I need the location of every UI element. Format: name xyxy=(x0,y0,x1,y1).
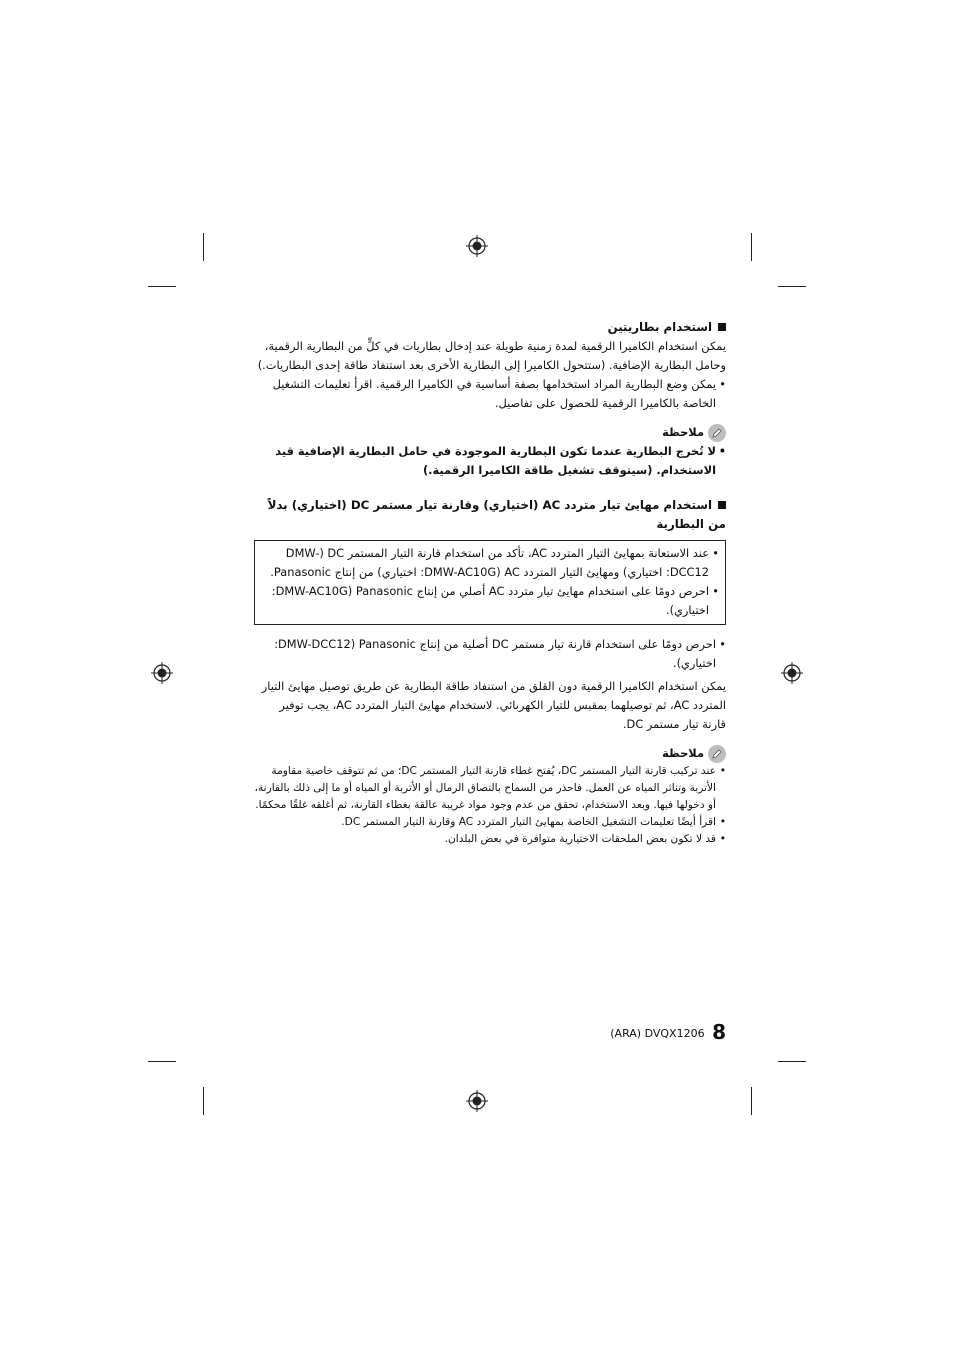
note-bullet: • لا تُخرج البطارية عندما تكون البطارية الموجودة في حامل البطارية الإضافية قيد الاستخدام. (سيتوقف تشغيل طاقة الكاميرا الرقمية.) xyxy=(254,442,726,480)
crop-mark xyxy=(778,1061,806,1062)
crop-mark xyxy=(751,233,752,261)
pencil-icon xyxy=(708,745,726,763)
bullet-item: • احرص دومًا على استخدام قارنة تيار مستمر DC أصلية من إنتاج Panasonic (DMW-DCC12: اختياري). xyxy=(254,635,726,673)
bullet-item: • يمكن وضع البطارية المراد استخدامها بصفة أساسية في الكاميرا الرقمية. اقرأ تعليمات التشغيل الخاصة بالكاميرا الرقمية للحصول على تفاصيل. xyxy=(254,375,726,413)
registration-mark-icon xyxy=(466,235,488,257)
crop-mark xyxy=(148,286,176,287)
crop-mark xyxy=(203,233,204,261)
registration-mark-icon xyxy=(151,662,173,684)
section-paragraph: يمكن استخدام الكاميرا الرقمية لمدة زمنية طويلة عند إدخال بطاريات في كلٍّ من البطارية الرقمية، وحامل البطارية الإضافية. (ستتحول الكاميرا إلى البطارية الأخرى بعد استنفاد طاقة إحدى البطاريات.) xyxy=(257,339,726,372)
note-bullet: • عند تركيب قارنة التيار المستمر DC، يُفتح غطاء قارنة التيار المستمر DC؛ من ثم تتوقف خاصية مقاومة الأتربة وتناثر المياه عن العمل. فاحذر من السماح بالتصاق الرمال أو الأتربة أو المياه أو ما إلى ذلك بالقارنة، أو دخولها فيها. وبعد الاستخدام، تحقق من عدم وجود مواد غريبة عالقة بغطاء القارنة، ثم أغلقه غلقًا محكمًا. xyxy=(254,763,726,814)
crop-mark xyxy=(778,286,806,287)
registration-mark-icon xyxy=(781,662,803,684)
note-list xyxy=(254,763,726,848)
box-bullet: • عند الاستعانة بمهايئ التيار المتردد AC، تأكد من استخدام قارنة التيار المستمر DC (DMW-DCC12: اختياري) ومهايئ التيار المتردد AC (DMW-AC10G: اختياري) من إنتاج Panasonic. xyxy=(261,544,719,582)
document-code: (ARA) DVQX1206 xyxy=(610,1027,705,1040)
note-heading: ملاحظة xyxy=(254,423,726,442)
note-heading: ملاحظة xyxy=(254,744,726,763)
page-footer xyxy=(600,1020,726,1044)
box-bullet: • احرص دومًا على استخدام مهايئ تيار متردد AC أصلي من إنتاج Panasonic (DMW-AC10G: اختياري). xyxy=(261,582,719,620)
important-box xyxy=(254,540,726,625)
section-heading: استخدام مهايئ تيار متردد AC (اختياري) وقارنة تيار مستمر DC (اختياري) بدلاً من البطارية xyxy=(267,498,726,531)
note-bullet: • اقرأ أيضًا تعليمات التشغيل الخاصة بمهايئ التيار المتردد AC وقارنة التيار المستمر DC. xyxy=(254,814,726,831)
note-bullet: • قد لا تكون بعض الملحقات الاختيارية متوافرة في بعض البلدان. xyxy=(254,831,726,848)
crop-mark xyxy=(148,1061,176,1062)
registration-mark-icon xyxy=(466,1090,488,1112)
crop-mark xyxy=(203,1087,204,1115)
square-bullet-icon xyxy=(718,323,726,331)
section-heading: استخدام بطاريتين xyxy=(254,318,726,337)
crop-mark xyxy=(751,1087,752,1115)
page-content xyxy=(254,318,726,848)
pencil-icon xyxy=(708,424,726,442)
page-number: 8 xyxy=(712,1020,726,1044)
section-paragraph: يمكن استخدام الكاميرا الرقمية دون القلق من استنفاد طاقة البطارية عن طريق توصيل مهايئ التيار المتردد AC، ثم توصيلهما بمقبس للتيار الكهربائي. لاستخدام مهايئ التيار المتردد AC، يجب توفير قارنة تيار مستمر DC. xyxy=(261,679,726,731)
square-bullet-icon xyxy=(718,501,726,509)
